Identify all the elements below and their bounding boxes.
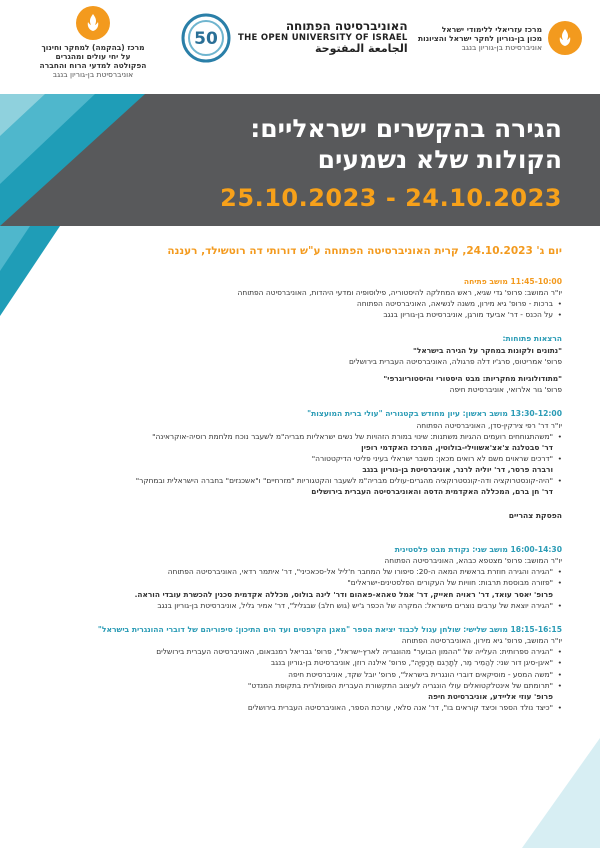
left-logo-line1: מרכז (בהקמה) למחקר וחינוך: [41, 43, 145, 52]
session-2-title: 16:00-14:30 מושב שני: נקודת מבט פלסטינית: [394, 544, 562, 554]
ou-50-years-icon: [180, 12, 232, 64]
session-3-title: 18:15-16:15 מושב שלישי: שולחן עגול לכבוד יציאת הספר "מאגן הקרפטים ועד הים התיכון: סיפוריהם של דוברי ההונגרית בישראל": [97, 624, 562, 634]
flame-emblem-icon: [76, 6, 110, 40]
session-1: [72, 408, 562, 497]
session-1-title: 13:30-12:00 מושב ראשון: עיון מחודש בקטגוריה "עולי ברית המועצות": [307, 409, 562, 419]
event-title: [250, 114, 562, 175]
day-title: יום ג' 24.10.2023, קרית האוניברסיטה הפתוחה ע"ש דורותי דה רוטשילד, רעננה: [167, 245, 562, 257]
title-banner: [0, 94, 600, 226]
ou-badge-text: 50: [194, 29, 218, 49]
session-2-talk-3: • "הגירה יוצאת של ערבים נוצרים מישראל: המקרה של הכפר ג'יש (גוש חלב) שבגליל", דר' אמיר גליל, אוניברסיטת בן-גוריון בנגב: [72, 600, 562, 611]
session-1-chair: יו"ר דר' רפי צירקין-סדן, האוניברסיטה הפתוחה: [416, 420, 562, 430]
session-3: [72, 624, 562, 713]
ou-arabic-name: الجامعة المفتوحة: [314, 42, 408, 56]
session-2-chair: יו"ר המושב: פרופ' מצטפא כבהא, האוניברסיטה הפתוחה: [384, 556, 562, 566]
left-logo-line3: הפקולטה למדעי הרוח והחברה: [39, 61, 147, 70]
session-1-talk-3: • "היה-קונסטרוקציה ודה-קונסטרוקציה מהגרים-עולים מבריה"מ לשעבר והקטגוריות "מזרחיים" ו"אשכנזים" בחברה הישראלית ובמחקר": [72, 475, 562, 486]
program-content: [72, 244, 562, 726]
opening-session: [72, 276, 562, 321]
session-3-talk-3: • "משה המסע - מוסיקאים דוברי הונגרית בישראל", פרופ' יובל שקד, אוניברסיטת חיפה: [72, 669, 562, 680]
opening-session-title: 11:45-10:00 מושב פתיחה: [463, 276, 562, 286]
lunch-break: הפסקת צהריים: [508, 511, 562, 521]
opening-greeting-1: • ברכות - פרופ' גיא מירון, משנה לנשיאה, האוניברסיטה הפתוחה: [72, 298, 562, 309]
event-title-line2: הקולות שלא נשמעים: [317, 144, 562, 174]
session-2: [72, 544, 562, 611]
ou-english-name: THE OPEN UNIVERSITY OF ISRAEL: [238, 32, 408, 43]
session-3-talk-5: • "כיצד נולד הספר וכיצד קוראים בו", דר' אנה סלאי, עורכת הספר, האוניברסיטה העברית בירושלים: [72, 702, 562, 713]
open-lectures: [72, 333, 562, 395]
right-logo-line1: מרכז עזריאלי ללימודי ישראל: [441, 24, 542, 34]
session-2-talk-2-speaker: פרופ' יאסר עואד, דר' ראויה חאייק, דר' אמל טאהא-פאהום ודר' לינה בולוס, מכללה אקדמית סכנין להכשרת עובדי הוראה.: [134, 589, 553, 599]
session-3-chair: יו"ר המושב, פרופ' גיא מירון, האוניברסיטה הפתוחה: [401, 636, 562, 646]
banner-teal-triangles: [0, 94, 145, 226]
session-3-talk-1: • "הגירה ספרותית: העלייה של "ההמון הבוער" מהונגריה לארץ-ישראל", פרופ' גבריאל רמנבאום, האוניברסיטה העברית בירושלים: [72, 646, 562, 657]
open-lectures-title: הרצאות פתוחות:: [502, 334, 562, 344]
session-1-talk-1: • "משהתגוחחים רועמים ההגיות משתנות: שינוי במורת הזהויות של נשים ישראליות מבריה"מ לשעבר נוכח מלחמת רוסיה-אוקראינה": [72, 431, 562, 442]
session-1-talk-3-speaker: דר' חן ברם, המכללה האקדמית הדסה והאוניברסיטה העברית בירושלים: [311, 487, 553, 497]
flame-emblem-icon: [548, 21, 582, 55]
lecture-2-speaker: פרופ' גור אלרואי, אוניברסיטת חיפה: [449, 385, 562, 395]
event-title-line1: הגירה בהקשרים ישראליים:: [250, 114, 562, 143]
opening-chair: יו"ר המושב: פרופ' גדי שגיא, ראש המחלקה להיסטוריה, פילוסופיה ומדעי היהדות, האוניברסיטה הפתוחה: [237, 288, 562, 298]
right-logo-line3: אוניברסיטת בן-גוריון בנגב: [461, 42, 542, 52]
migration-center-logo: [18, 6, 168, 79]
session-3-talk-4: • "תרומתם של אינטלקטואלים עולי הונגריה לעיצוב התקשורת העברית הפופולרית בתקופת המנדט": [72, 680, 562, 691]
ou-hebrew-name: האוניברסיטה הפתוחה: [285, 18, 408, 33]
session-3-talk-4-speaker: פרופ' עוזי אליידע, אוניברסיטת חיפה: [428, 691, 553, 701]
session-2-talk-1: • "הגירה והגירה חוזרת בראשית המאה ה-20: סיפורו של המחבר ח'ליל אל-סכאכיני", דר' איתמר רדאי, האוניברסיטה הפתוחה: [72, 566, 562, 577]
left-logo-line2: על יחי עולים ומהגרים: [55, 52, 131, 61]
session-2-talk-2: • "פזורה מבוססת תרבות: חוויות של העקורים הפלסטינים-ישראלים": [72, 577, 562, 588]
session-1-talk-2-speaker: ורברה פרסר, דר' יוליה לרנר, אוניברסיטת בן-גוריון בנגב: [362, 465, 553, 475]
lecture-1-speaker: פרופ' אמריטוס, סרג'יו דלה פרגולה, האוניברסיטה העברית בירושלים: [348, 356, 562, 366]
decor-teal-corner: [522, 738, 600, 848]
lecture-2-title: "מתודולוגיות מחקריות: מבט היסטורי והיסטוריוגרפי": [383, 374, 562, 384]
decor-teal-left: [0, 226, 60, 316]
event-dates: 25.10.2023 - 24.10.2023: [220, 184, 562, 212]
session-1-talk-1-speaker: דר' סבטלנה צ'אצ'אשווילי-בולוטין, המרכז האקדמי רופין: [361, 442, 553, 452]
session-1-talk-2: • "דרכים שראוים משם לא רואים מכאן: משבר ישראלי בעיני פליטי הדיקטטורה": [72, 453, 562, 464]
right-logo-line2: מכון בן-גוריון לחקר ישראל והציונות: [418, 33, 542, 43]
lecture-1-title: "נתונים ולקונות במחקר על הגירה בישראל": [413, 345, 562, 355]
open-university-logo: [180, 6, 420, 70]
left-logo-line4: אוניברסיטת בן-גוריון בנגב: [52, 70, 134, 79]
session-3-talk-2: • "איגן-סיגן דור שני: לְהַמִיר מֵר, לְתָרֵגם תְּרָפְיָה", פרופ' אילנה רוזן, אוניברסיטת בן-גוריון בנגב: [72, 657, 562, 668]
opening-greeting-2: • על הכנס - דר' אביעד מורגן, אוניברסיטת בן-גוריון בנגב: [72, 309, 562, 320]
